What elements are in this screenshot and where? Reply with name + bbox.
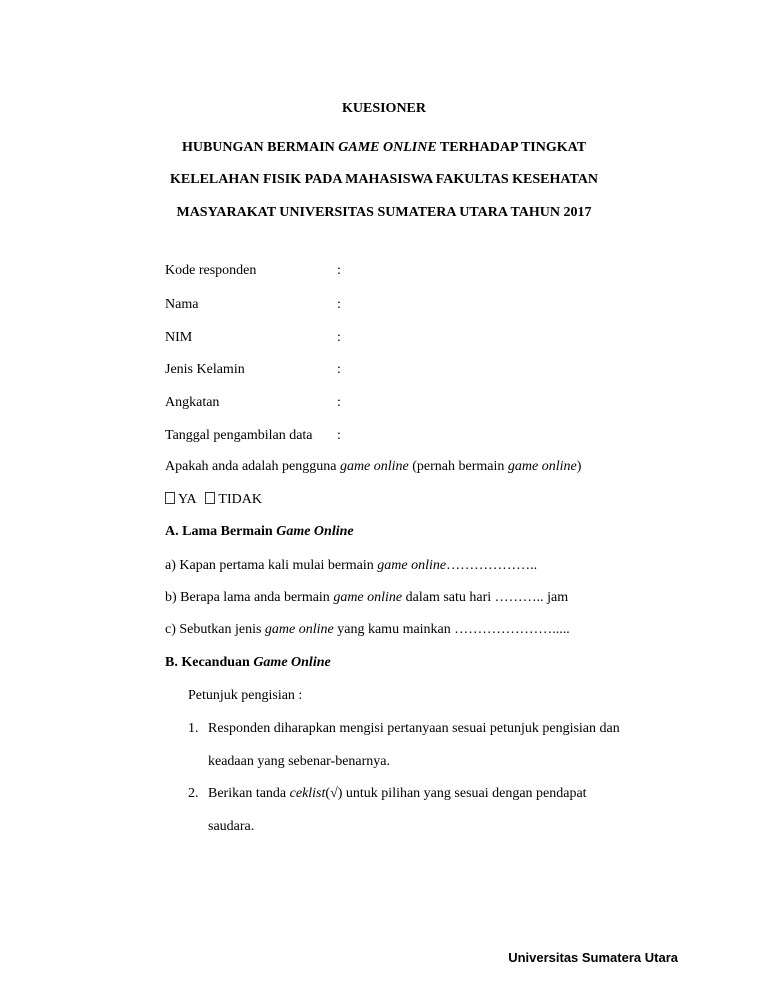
instruction-2-number: 2. xyxy=(188,786,199,801)
subtitle-line-2: KELELAHAN FISIK PADA MAHASISWA FAKULTAS KESEHATAN xyxy=(170,172,598,187)
subtitle-line-3: MASYARAKAT UNIVERSITAS SUMATERA UTARA TAHUN 2017 xyxy=(176,205,592,220)
field-label-kode-responden: Kode responden xyxy=(165,263,257,278)
option-ya-label: YA xyxy=(178,492,196,507)
section-b-heading: B. Kecanduan Game Online xyxy=(165,655,331,670)
question-a: a) Kapan pertama kali mulai bermain game online……………….. xyxy=(165,558,538,573)
section-a-heading: A. Lama Bermain Game Online xyxy=(165,524,354,539)
field-label-angkatan: Angkatan xyxy=(165,395,220,410)
field-label-jenis-kelamin: Jenis Kelamin xyxy=(165,362,245,377)
instruction-1-text: Responden diharapkan mengisi pertanyaan sesuai petunjuk pengisian dan xyxy=(208,721,620,736)
field-colon: : xyxy=(337,297,341,312)
instruction-1-number: 1. xyxy=(188,721,199,736)
field-colon: : xyxy=(337,428,341,443)
field-colon: : xyxy=(337,362,341,377)
field-label-tanggal: Tanggal pengambilan data xyxy=(165,428,313,443)
document-title: KUESIONER xyxy=(341,101,427,116)
field-label-nama: Nama xyxy=(165,297,199,312)
footer-university: Universitas Sumatera Utara xyxy=(508,950,678,965)
checkbox-tidak[interactable] xyxy=(205,492,215,504)
instruction-2-text: Berikan tanda ceklist(√) untuk pilihan yang sesuai dengan pendapat xyxy=(208,786,587,801)
instructions-label: Petunjuk pengisian : xyxy=(188,688,303,703)
instruction-1-continuation: keadaan yang sebenar-benarnya. xyxy=(208,754,391,769)
user-question: Apakah anda adalah pengguna game online (pernah bermain game online) xyxy=(165,459,582,474)
question-c: c) Sebutkan jenis game online yang kamu mainkan …………………..... xyxy=(165,622,570,637)
field-label-nim: NIM xyxy=(165,330,193,345)
option-tidak-label: TIDAK xyxy=(218,492,262,507)
field-colon: : xyxy=(337,263,341,278)
instruction-2-continuation: saudara. xyxy=(208,819,255,834)
subtitle-line-1: HUBUNGAN BERMAIN GAME ONLINE TERHADAP TINGKAT xyxy=(181,140,587,155)
field-colon: : xyxy=(337,395,341,410)
field-colon: : xyxy=(337,330,341,345)
checkbox-ya[interactable] xyxy=(165,492,175,504)
answer-options xyxy=(165,492,262,508)
question-b: b) Berapa lama anda bermain game online dalam satu hari ……….. jam xyxy=(165,590,569,605)
